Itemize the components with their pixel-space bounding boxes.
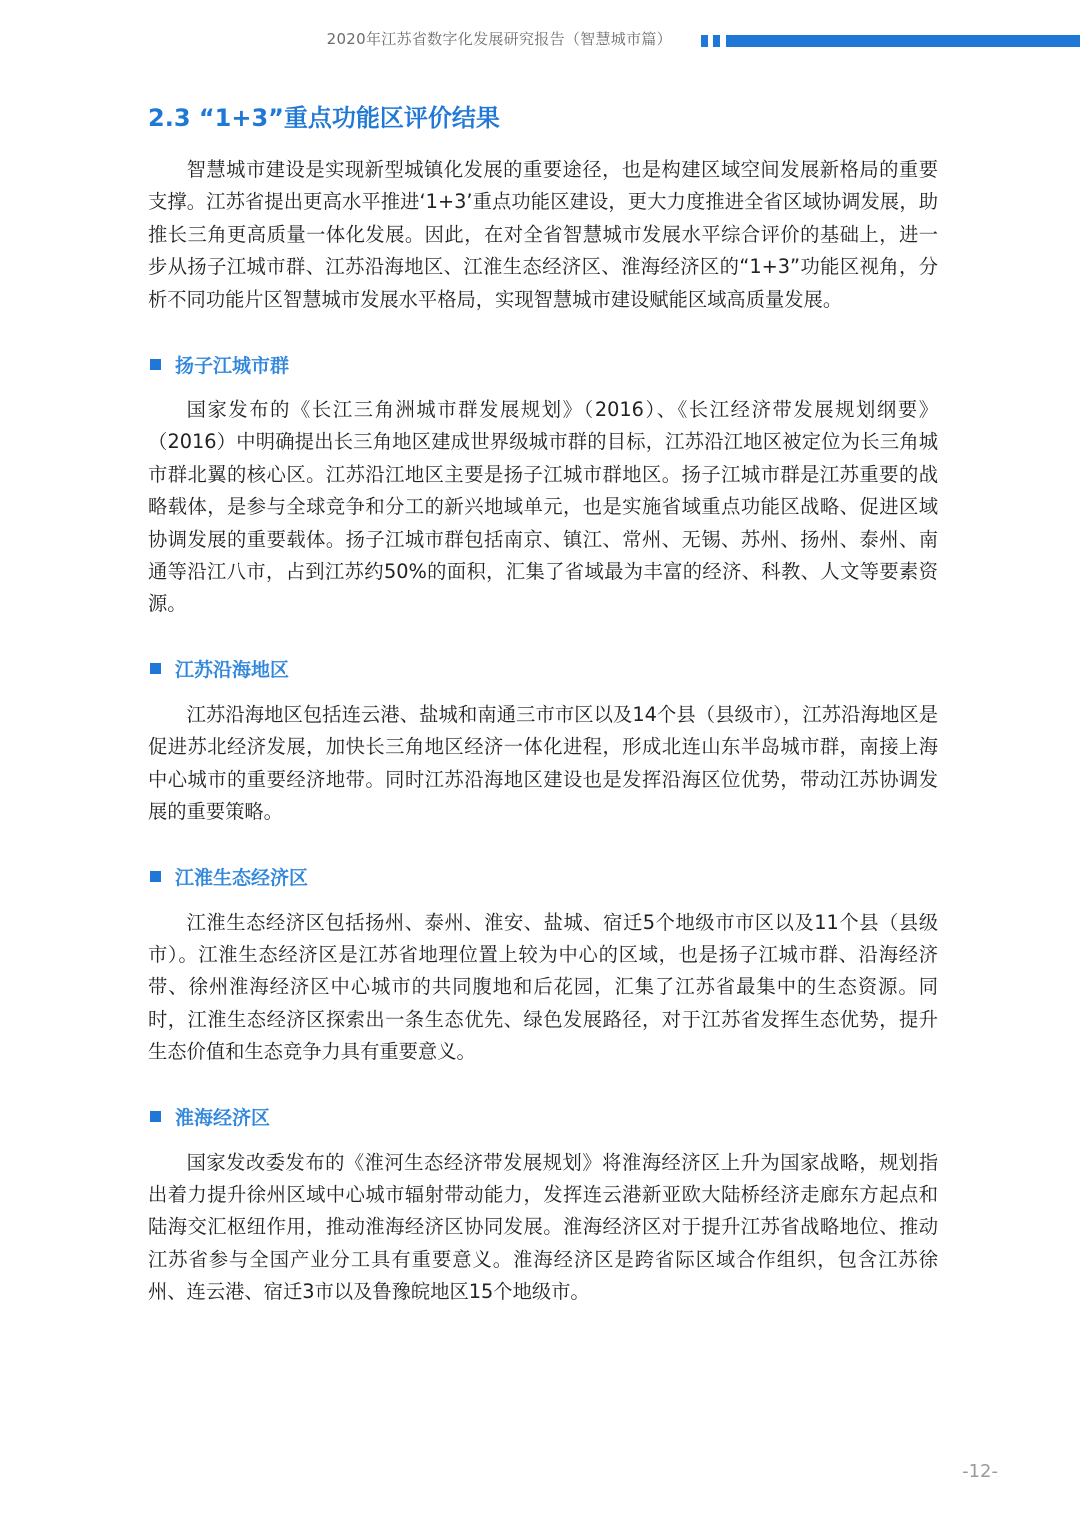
header-accent-bar-small-2 — [713, 35, 720, 47]
page-number: -12- — [962, 1461, 998, 1482]
square-bullet-icon — [150, 663, 161, 674]
square-bullet-icon — [150, 359, 161, 370]
section-intro-paragraph: 智慧城市建设是实现新型城镇化发展的重要途径，也是构建区域空间发展新格局的重要支撑。江苏省提出更高水平推进‘1+3’重点功能区建设，更大力度推进全省区域协调发展，助推长三角更高质量一体化发展。因此，在对全省智慧城市发展水平综合评价的基础上，进一步从扬子江城市群、江苏沿海地区、江淮生态经济区、淮海经济区的“1+3”功能区视角，分析不同功能片区智慧城市发展水平格局，实现智慧城市建设赋能区域高质量发展。 — [148, 158, 938, 311]
subsection-paragraph: 国家发布的《长江三角洲城市群发展规划》（2016）、《长江经济带发展规划纲要》（2016）中明确提出长三角地区建成世界级城市群的目标，江苏沿江地区被定位为长三角城市群北翼的核心区。江苏沿江地区主要是扬子江城市群地区。扬子江城市群是江苏重要的战略载体，是参与全球竞争和分工的新兴地域单元，也是实施省域重点功能区战略、促进区域协调发展的重要载体。扬子江城市群包括南京、镇江、常州、无锡、苏州、扬州、泰州、南通等沿江八市，占到江苏约50%的面积，汇集了省域最为丰富的经济、科教、人文等要素资源。 — [148, 398, 938, 616]
subsection-paragraph: 江苏沿海地区包括连云港、盐城和南通三市市区以及14个县（县级市），江苏沿海地区是促进苏北经济发展，加快长三角地区经济一体化进程，形成北连山东半岛城市群，南接上海中心城市的重要经济地带。同时江苏沿海地区建设也是发挥沿海区位优势，带动江苏协调发展的重要策略。 — [148, 702, 938, 824]
subsection-paragraph: 国家发改委发布的《淮河生态经济带发展规划》将淮海经济区上升为国家战略，规划指出着力提升徐州区域中心城市辐射带动能力，发挥连云港新亚欧大陆桥经济走廊东方起点和陆海交汇枢纽作用，推动淮海经济区协同发展。淮海经济区对于提升江苏省战略地位、推动江苏省参与全国产业分工具有重要意义。淮海经济区是跨省际区域合作组织，包含江苏徐州、连云港、宿迁3市以及鲁豫皖地区15个地级市。 — [148, 1150, 938, 1304]
subsection-title: 江苏沿海地区 — [175, 659, 290, 682]
subsection-heading-jianghuai — [148, 861, 938, 893]
subsection-title: 淮海经济区 — [175, 1107, 271, 1130]
subsection-heading-huaihai — [148, 1101, 938, 1133]
subsection-title: 江淮生态经济区 — [175, 867, 309, 889]
section-title: 2.3 “1+3”重点功能区评价结果 — [148, 104, 500, 132]
square-bullet-icon — [150, 1111, 161, 1122]
document-body — [148, 100, 938, 1309]
subsection-heading-coastal — [148, 653, 938, 685]
subsection-title: 扬子江城市群 — [175, 354, 290, 377]
subsection-paragraph: 江淮生态经济区包括扬州、泰州、淮安、盐城、宿迁5个地级市市区以及11个县（县级市）。江淮生态经济区是江苏省地理位置上较为中心的区域，也是扬子江城市群、沿海经济带、徐州淮海经济区中心城市的共同腹地和后花园，汇集了江苏省最集中的生态资源。同时，江淮生态经济区探索出一条生态优先、绿色发展路径，对于江苏省发挥生态优势，提升生态价值和生态竞争力具有重要意义。 — [148, 910, 938, 1064]
report-title: 2020年江苏省数字化发展研究报告（智慧城市篇） — [326, 30, 672, 48]
square-bullet-icon — [150, 871, 161, 882]
subsection-heading-yangtze — [148, 348, 938, 380]
header-accent-bar-small-1 — [701, 35, 708, 47]
page-header — [0, 0, 1080, 80]
header-accent-bar-long — [726, 35, 1080, 47]
